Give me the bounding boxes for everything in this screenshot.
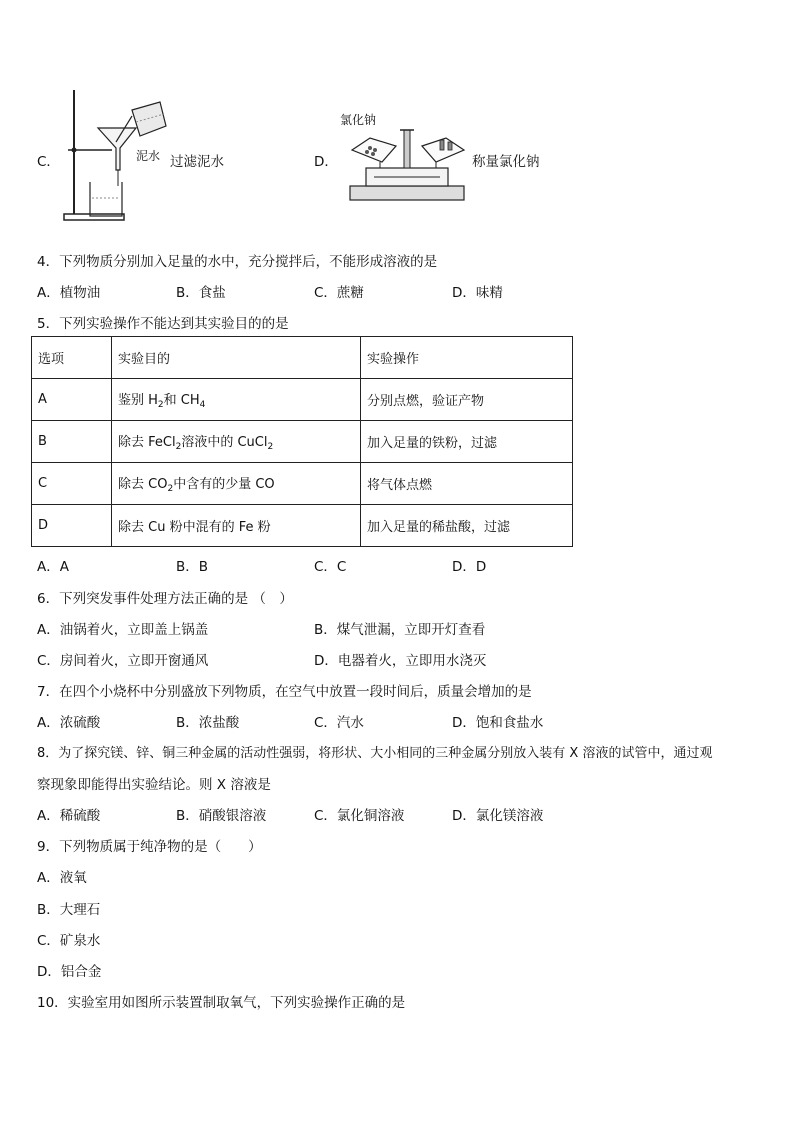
table-header-cell: 选项 — [32, 337, 112, 379]
table-cell-purpose: 鉴别 $H_2$和 $CH_4$ — [112, 379, 361, 421]
q6-option-b: B．煤气泄漏，立即开灯查看 — [314, 622, 486, 638]
table-cell-operation: 加入足量的铁粉，过滤 — [361, 421, 573, 463]
table-cell-option: C — [32, 463, 112, 505]
table-row — [32, 379, 573, 421]
q6-option-a: A．油锅着火，立即盖上锅盖 — [37, 622, 209, 638]
q3-sodium-chloride-label: 氯化钠 — [340, 113, 377, 127]
table-cell-option: B — [32, 421, 112, 463]
table-cell-option: A — [32, 379, 112, 421]
q7-option-c: C．汽水 — [314, 715, 364, 731]
table-cell-operation: 加入足量的稀盐酸，过滤 — [361, 505, 573, 547]
q4-option-a: A．植物油 — [37, 285, 101, 301]
q4-stem: 4．下列物质分别加入足量的水中，充分搅拌后，不能形成溶液的是 — [37, 254, 438, 270]
balance-figure — [340, 124, 472, 206]
q9-option-d: D．铝合金 — [37, 964, 102, 980]
q3-option-c-letter: C． — [37, 154, 60, 170]
table-cell-operation: 将气体点燃 — [361, 463, 573, 505]
q9-option-c: C．矿泉水 — [37, 933, 101, 949]
q8-stem-line1: 8．为了探究镁、锌、铜三种金属的活动性强弱，将形状、大小相同的三种金属分别放入装有 X 溶液的试管中，通过观 — [37, 746, 713, 761]
q5-option-b: B．B — [176, 559, 209, 575]
q8-option-a: A．稀硫酸 — [37, 808, 101, 824]
q3-mud-water-label: 泥水 — [136, 149, 161, 163]
q6-option-c: C．房间着火，立即开窗通风 — [37, 653, 209, 669]
q5-option-d: D．D — [452, 559, 487, 575]
q5-option-c: C．C — [314, 559, 347, 575]
q5-option-a: A．A — [37, 559, 69, 575]
table-row — [32, 505, 573, 547]
q3-option-d-letter: D． — [314, 154, 338, 170]
q9-stem: 9．下列物质属于纯净物的是（ ） — [37, 839, 262, 855]
q9-option-a: A．液氧 — [37, 870, 87, 886]
q8-option-b: B．硝酸银溶液 — [176, 808, 267, 824]
table-cell-purpose: 除去 FeCl$_2$溶液中的 CuCl$_2$ — [112, 421, 361, 463]
table-cell-operation: 分别点燃，验证产物 — [361, 379, 573, 421]
q5-stem: 5．下列实验操作不能达到其实验目的的是 — [37, 316, 289, 332]
q4-option-b: B．食盐 — [176, 285, 226, 301]
q3-option-c-caption: 过滤泥水 — [170, 154, 224, 170]
table-cell-option: D — [32, 505, 112, 547]
table-cell-purpose: 除去 $CO_2$中含有的少量 CO — [112, 463, 361, 505]
q7-stem: 7．在四个小烧杯中分别盛放下列物质，在空气中放置一段时间后，质量会增加的是 — [37, 684, 532, 700]
q6-option-d: D．电器着火，立即用水浇灭 — [314, 653, 487, 669]
q7-option-a: A．浓硫酸 — [37, 715, 101, 731]
table-row — [32, 421, 573, 463]
q8-stem-line2: 察现象即能得出实验结论。则 X 溶液是 — [37, 777, 271, 793]
q4-option-c: C．蔗糖 — [314, 285, 364, 301]
table-header-row — [32, 337, 573, 379]
q10-stem: 10．实验室用如图所示装置制取氧气，下列实验操作正确的是 — [37, 995, 406, 1011]
q4-option-d: D．味精 — [452, 285, 503, 301]
table-row — [32, 463, 573, 505]
table-header-cell: 实验操作 — [361, 337, 573, 379]
q3-option-d-caption: 称量氯化钠 — [472, 154, 540, 170]
table-header-cell: 实验目的 — [112, 337, 361, 379]
q8-option-d: D．氯化镁溶液 — [452, 808, 544, 824]
q6-stem: 6．下列突发事件处理方法正确的是 （ ） — [37, 591, 293, 607]
q9-option-b: B．大理石 — [37, 902, 101, 918]
table-cell-purpose: 除去 Cu 粉中混有的 Fe 粉 — [112, 505, 361, 547]
q5-table — [31, 336, 573, 547]
q8-option-c: C．氯化铜溶液 — [314, 808, 405, 824]
q7-option-d: D．饱和食盐水 — [452, 715, 544, 731]
q7-option-b: B．浓盐酸 — [176, 715, 240, 731]
